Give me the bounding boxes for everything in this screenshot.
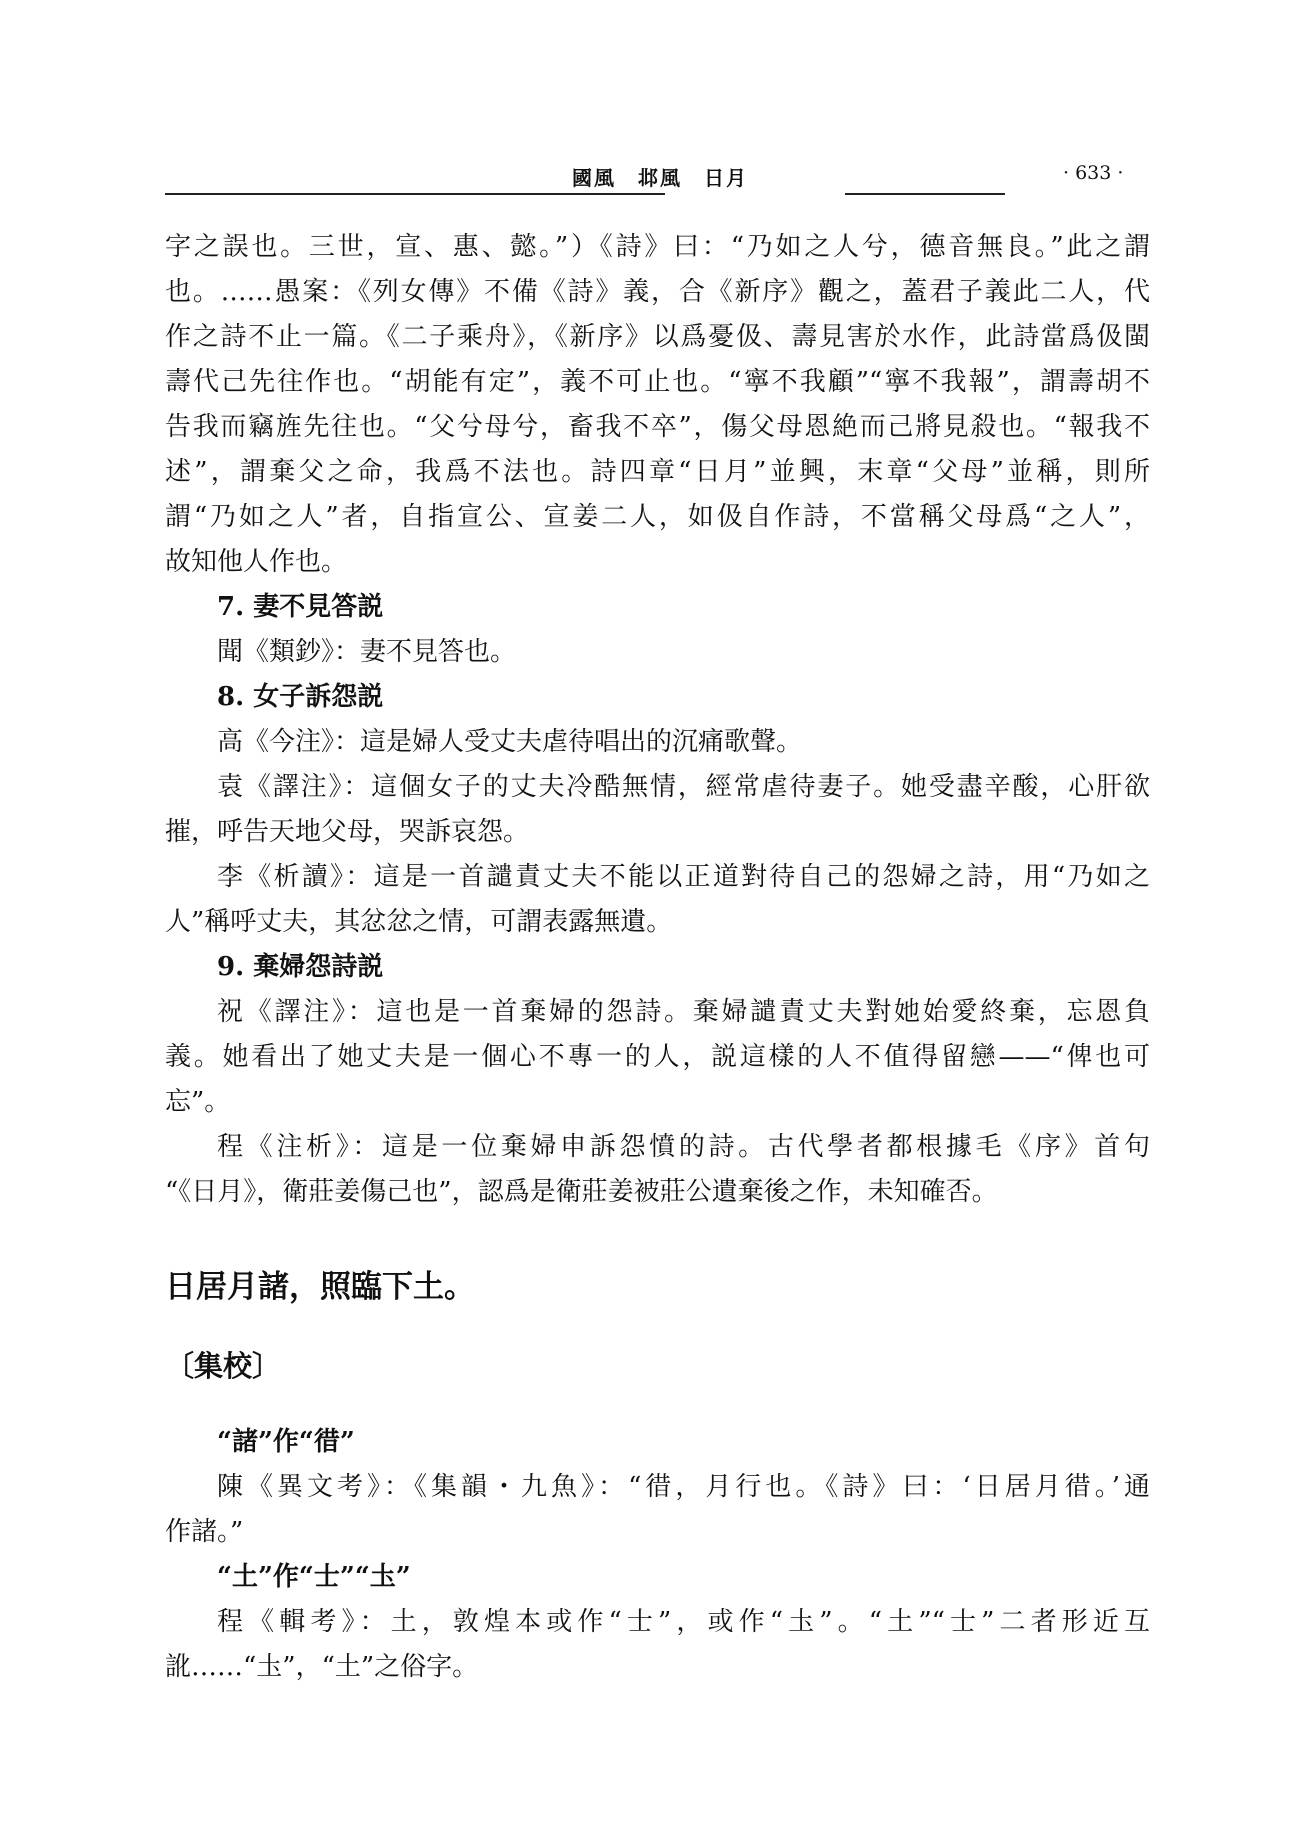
text-line: 壽代己先往作也。“胡能有定”，義不可止也。“寧不我顧”“寧不我報”，謂壽胡不 [165,367,1150,397]
text-line: 也。……愚案：《列女傳》不備《詩》義，合《新序》觀之，蓋君子義此二人，代 [165,277,1150,307]
section-heading: 〔集校〕 [165,1349,282,1383]
header-rule [165,193,665,195]
text-line: 李《析讀》：這是一首譴責丈夫不能以正道對待自己的怨婦之詩，用“乃如之 [217,862,1150,892]
text-line: 作諸。” [165,1517,244,1547]
subsection-heading: 9. 棄婦怨詩説 [217,952,384,982]
variant-heading: “土”作“士”“圡” [217,1562,411,1592]
subsection-heading: 8. 女子訴怨説 [217,682,384,712]
text-line: 謂“乃如之人”者，自指宣公、宣姜二人，如伋自作詩，不當稱父母爲“之人”， [165,502,1150,532]
text-line: 作之詩不止一篇。《二子乘舟》，《新序》以爲憂伋、壽見害於水作，此詩當爲伋閩 [165,322,1150,352]
subsection-heading: 7. 妻不見答説 [217,592,384,622]
page-number: · 633 · [1063,162,1124,184]
running-head-title: 國風 邶風 日月 [572,166,748,190]
text-line: 摧，呼告天地父母，哭訴哀怨。 [165,817,530,847]
text-line: 聞《類鈔》：妻不見答也。 [217,637,517,667]
text-line: 告我而竊旌先往也。“父兮母兮，畜我不卒”，傷父母恩絶而己將見殺也。“報我不 [165,412,1150,442]
text-line: 高《今注》：這是婦人受丈夫虐待唱出的沉痛歌聲。 [217,727,803,757]
text-line: 忘”。 [165,1087,231,1117]
text-line: 程《輯考》：土，敦煌本或作“士”，或作“圡”。“土”“士”二者形近互 [217,1607,1150,1637]
text-line: 程《注析》：這是一位棄婦申訴怨憤的詩。古代學者都根據毛《序》首句 [217,1132,1150,1162]
text-line: 祝《譯注》：這也是一首棄婦的怨詩。棄婦譴責丈夫對她始愛終棄，忘恩負 [217,997,1150,1027]
text-line: 訛……“圡”，“土”之俗字。 [165,1652,479,1682]
text-line: 故知他人作也。 [165,547,348,577]
text-line: 義。她看出了她丈夫是一個心不專一的人，説這樣的人不值得留戀——“俾也可 [165,1042,1150,1072]
text-line: 陳《異文考》：《集韻・九魚》：“徣，月行也。《詩》曰：‘日居月徣。’通 [217,1472,1150,1502]
text-line: “《日月》，衛莊姜傷己也”，認爲是衛莊姜被莊公遺棄後之作，未知確否。 [165,1177,998,1207]
text-line: 字之誤也。三世，宣、惠、懿。”）《詩》曰：“乃如之人兮，德音無良。”此之謂 [165,232,1150,262]
variant-heading: “諸”作“徣” [217,1427,355,1457]
text-line: 袁《譯注》：這個女子的丈夫冷酷無情，經常虐待妻子。她受盡辛酸，心肝欲 [217,772,1150,802]
verse-heading: 日居月諸，照臨下土。 [165,1269,475,1305]
running-head [0,158,1300,198]
header-rule-segment [845,193,1005,195]
text-line: 人”稱呼丈夫，其忿忿之情，可謂表露無遺。 [165,907,673,937]
text-line: 述”，謂棄父之命，我爲不法也。詩四章“日月”並興，末章“父母”並稱，則所 [165,457,1150,487]
